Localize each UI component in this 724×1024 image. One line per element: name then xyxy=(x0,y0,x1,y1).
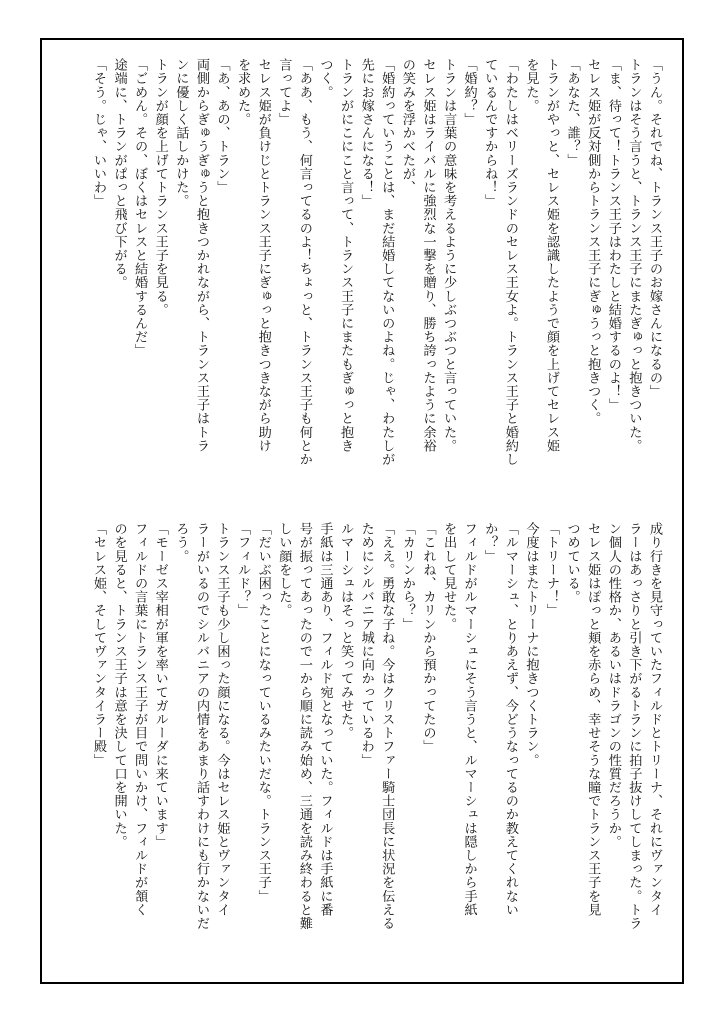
text-line: の笑みを浮かべたが、 xyxy=(399,58,415,194)
text-line: セレス姫はライバルに強烈な一撃を贈り、勝ち誇ったように余裕 xyxy=(420,58,436,453)
text-line: 両側からぎゅうぎゅうと抱きつかれながら、トランス王子はトラ xyxy=(193,58,209,453)
text-line: フィルドがルマーシュにそう言うと、ルマーシュは隠しから手紙 xyxy=(461,522,477,917)
text-line: 号が振ってあったので一から順に読み始め、三通を読み終わると難 xyxy=(296,522,312,930)
text-line: を求めた。 xyxy=(235,58,251,126)
text-line: 「ええ。勇敢な子ね。今はクリストファー騎士団長に状況を伝える xyxy=(379,522,395,930)
text-line: セレス姫はぽっと頬を赤らめ、幸せそうな瞳でトランス王子を見 xyxy=(585,522,601,917)
upper-text-block xyxy=(60,58,664,486)
text-line: 成り行きを見守っていたフィルドとトリーナ、それにヴァンタイ xyxy=(647,522,662,917)
text-line: つく。 xyxy=(317,58,333,99)
text-line: 「セレス姫、そしてヴァンタイラー殿」 xyxy=(90,522,106,767)
text-line: セレス姫が負けじとトランス王子にぎゅっと抱きつきながら助け xyxy=(255,58,271,453)
text-line: 「婚約？」 xyxy=(461,58,477,126)
page-frame xyxy=(40,38,684,984)
text-line: ンに優しく話しかけた。 xyxy=(173,58,189,208)
text-line: トランがやっと、セレス姫を認識したようで顔を上げてセレス姫 xyxy=(544,58,560,453)
text-line: フィルドの言葉にトランス王子が目で問いかけ、フィルドが頷く xyxy=(132,522,148,917)
text-line: ン個人の性格か、あるいはドラゴンの性質だろうか。 xyxy=(605,522,621,849)
text-line: ラーはあっさりと引き下がるトランに拍子抜けしてしまった。トラ xyxy=(626,522,642,930)
text-line: を見た。 xyxy=(523,58,539,113)
text-line: 先にお嫁さんになる！」 xyxy=(358,58,374,208)
text-line: ためにシルバニア城に向かっているわ」 xyxy=(358,522,374,767)
text-line: 言ってよ」 xyxy=(276,58,292,126)
text-line: 「婚約っていうことは、まだ結婚してないのよね。じゃ、わたしが xyxy=(379,58,395,466)
text-line: トランは言葉の意味を考えるように少しぶつぶつと言っていた。 xyxy=(441,58,457,453)
text-line: 今度はまたトリーナに抱きつくトラン。 xyxy=(523,522,539,767)
text-line: セレス姫が反対側からトランス王子にぎゅうっと抱きつく。 xyxy=(585,58,601,426)
text-line: トランス王子も少し困った顔になる。今はセレス姫とヴァンタイ xyxy=(214,522,230,917)
text-line: 「カリンから？」 xyxy=(399,522,415,631)
text-line: つめている。 xyxy=(564,522,580,604)
text-line: 「だいぶ困ったことになっているみたいだな。トランス王子」 xyxy=(255,522,271,903)
text-line: 「あなた、誰？」 xyxy=(564,58,580,167)
text-line: 「わたしはベリーズランドのセレス王女よ。トランス王子と婚約し xyxy=(502,58,518,466)
text-line: ラーがいるのでシルバニアの内情をあまり話すわけにも行かないだ xyxy=(193,522,209,930)
text-line: 「ごめん。その、ぼくはセレスと結婚するんだ」 xyxy=(132,58,148,358)
text-line: 「あ、あの、トラン」 xyxy=(214,58,230,194)
text-line: ルマーシュはそっと笑ってみせた。 xyxy=(338,522,354,740)
text-line: 「ああ、もう、何言ってるのよ！ちょっと、トランス王子も何とか xyxy=(296,58,312,466)
text-line: 「これね、カリンから預かってたの」 xyxy=(420,522,436,754)
text-line: か？」 xyxy=(482,522,498,563)
text-line: 「ルマーシュ、とりあえず、今どうなってるのか教えてくれない xyxy=(502,522,518,917)
text-line: しい顔をした。 xyxy=(276,522,292,618)
text-line: トランはそう言うと、トランス王子にまたぎゅっと抱きついた。 xyxy=(626,58,642,453)
text-line: 途端に、トランがぱっと飛び下がる。 xyxy=(111,58,127,290)
text-line: 「ま、待って！トランス王子はわたしと結婚するのよ！」 xyxy=(605,58,621,412)
text-line: ているんですからね！」 xyxy=(482,58,498,208)
text-line: 「モーゼス宰相が軍を率いてガルーダに来ています」 xyxy=(152,522,168,849)
text-line: ろう。 xyxy=(173,522,189,563)
text-line: を出して見せた。 xyxy=(441,522,457,631)
text-line: のを見ると、トランス王子は意を決して口を開いた。 xyxy=(111,522,127,849)
text-line: 「トリーナ！」 xyxy=(544,522,560,618)
lower-text-block xyxy=(60,522,664,954)
text-line: トランがにこにこと言って、トランス王子にまたもぎゅっと抱き xyxy=(338,58,354,453)
text-line: 「フィルド？」 xyxy=(235,522,251,618)
text-line: 「うん。それでね、トランス王子のお嫁さんになるの」 xyxy=(647,58,662,398)
text-line: 「そう。じゃ、いいわ」 xyxy=(90,58,106,208)
text-line: 手紙は三通あり、フィルド宛となっていた。フィルドは手紙に番 xyxy=(317,522,333,917)
text-line: トランが顔を上げてトランス王子を見る。 xyxy=(152,58,168,317)
